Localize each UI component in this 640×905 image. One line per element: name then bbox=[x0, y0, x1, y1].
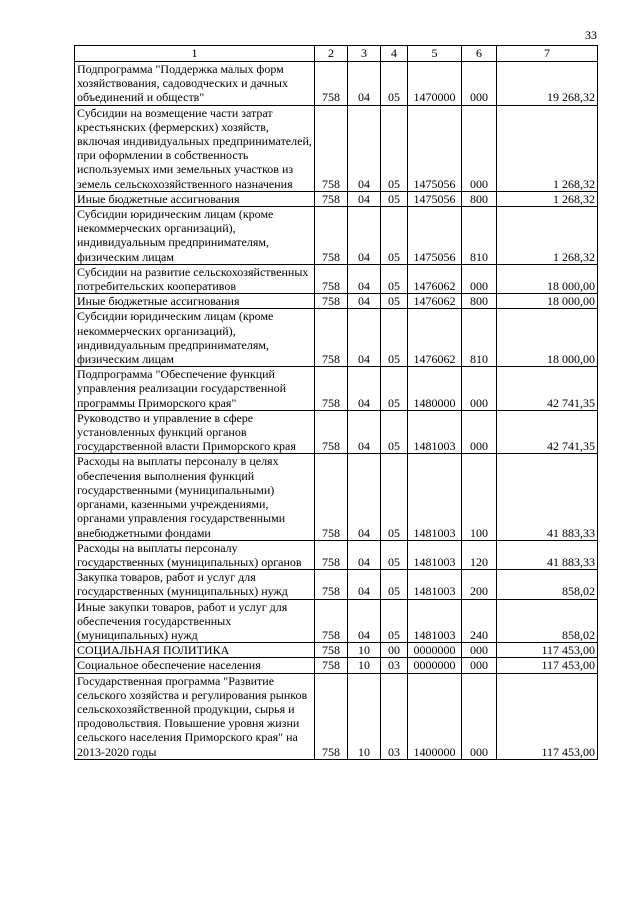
item-name: Подпрограмма "Поддержка малых форм хозяйствования, садоводческих и дачных объединений и обществ" bbox=[75, 62, 315, 106]
subsection-code: 05 bbox=[381, 294, 408, 309]
section-code: 04 bbox=[348, 309, 381, 367]
header-cell: 1 bbox=[75, 46, 315, 62]
subsection-code: 05 bbox=[381, 264, 408, 293]
target-article-code: 1481003 bbox=[408, 570, 462, 599]
ministry-code: 758 bbox=[315, 191, 348, 206]
table-row bbox=[75, 658, 598, 673]
ministry-code: 758 bbox=[315, 294, 348, 309]
target-article-code: 1476062 bbox=[408, 309, 462, 367]
expense-type-code: 240 bbox=[462, 599, 497, 643]
section-code: 04 bbox=[348, 207, 381, 265]
amount: 1 268,32 bbox=[497, 105, 598, 191]
subsection-code: 05 bbox=[381, 410, 408, 454]
amount: 18 000,00 bbox=[497, 309, 598, 367]
expense-type-code: 810 bbox=[462, 207, 497, 265]
target-article-code: 1475056 bbox=[408, 191, 462, 206]
section-code: 10 bbox=[348, 643, 381, 658]
table-row bbox=[75, 599, 598, 643]
ministry-code: 758 bbox=[315, 367, 348, 411]
section-code: 04 bbox=[348, 599, 381, 643]
amount: 117 453,00 bbox=[497, 658, 598, 673]
section-code: 04 bbox=[348, 62, 381, 106]
expense-type-code: 000 bbox=[462, 62, 497, 106]
header-cell: 3 bbox=[348, 46, 381, 62]
item-name: Иные бюджетные ассигнования bbox=[75, 191, 315, 206]
expense-type-code: 000 bbox=[462, 367, 497, 411]
target-article-code: 1470000 bbox=[408, 62, 462, 106]
target-article-code: 1480000 bbox=[408, 367, 462, 411]
table-row bbox=[75, 105, 598, 191]
header-row bbox=[75, 46, 598, 62]
amount: 19 268,32 bbox=[497, 62, 598, 106]
ministry-code: 758 bbox=[315, 62, 348, 106]
amount: 858,02 bbox=[497, 599, 598, 643]
expense-type-code: 000 bbox=[462, 658, 497, 673]
table-row bbox=[75, 367, 598, 411]
ministry-code: 758 bbox=[315, 207, 348, 265]
section-code: 04 bbox=[348, 294, 381, 309]
subsection-code: 05 bbox=[381, 599, 408, 643]
header-cell: 4 bbox=[381, 46, 408, 62]
table-row bbox=[75, 673, 598, 759]
item-name: Социальное обеспечение населения bbox=[75, 658, 315, 673]
subsection-code: 05 bbox=[381, 570, 408, 599]
target-article-code: 1481003 bbox=[408, 540, 462, 569]
section-code: 04 bbox=[348, 191, 381, 206]
amount: 42 741,35 bbox=[497, 367, 598, 411]
table-row bbox=[75, 540, 598, 569]
amount: 1 268,32 bbox=[497, 191, 598, 206]
section-code: 04 bbox=[348, 570, 381, 599]
amount: 1 268,32 bbox=[497, 207, 598, 265]
header-cell: 6 bbox=[462, 46, 497, 62]
target-article-code: 1400000 bbox=[408, 673, 462, 759]
amount: 41 883,33 bbox=[497, 540, 598, 569]
target-article-code: 1481003 bbox=[408, 410, 462, 454]
ministry-code: 758 bbox=[315, 264, 348, 293]
subsection-code: 05 bbox=[381, 309, 408, 367]
amount: 42 741,35 bbox=[497, 410, 598, 454]
ministry-code: 758 bbox=[315, 540, 348, 569]
subsection-code: 05 bbox=[381, 454, 408, 540]
target-article-code: 0000000 bbox=[408, 643, 462, 658]
item-name: Государственная программа "Развитие сельского хозяйства и регулирования рынков сельскохозяйственной продукции, сырья и продовольствия. Повышение уровня жизни сельского населения Приморского края" на 2013-2020 годы bbox=[75, 673, 315, 759]
item-name: Расходы на выплаты персоналу государственных (муниципальных) органов bbox=[75, 540, 315, 569]
section-code: 04 bbox=[348, 367, 381, 411]
expense-type-code: 000 bbox=[462, 673, 497, 759]
header-cell: 2 bbox=[315, 46, 348, 62]
amount: 18 000,00 bbox=[497, 264, 598, 293]
expense-type-code: 810 bbox=[462, 309, 497, 367]
expense-type-code: 100 bbox=[462, 454, 497, 540]
table-row bbox=[75, 570, 598, 599]
header-cell: 5 bbox=[408, 46, 462, 62]
item-name: Субсидии на возмещение части затрат крестьянских (фермерских) хозяйств, включая индивидуальных предпринимателей, при оформлении в собственность используемых ими земельных участков из земель сельскохозяйственного назначения bbox=[75, 105, 315, 191]
section-code: 10 bbox=[348, 673, 381, 759]
table-row bbox=[75, 643, 598, 658]
section-code: 04 bbox=[348, 454, 381, 540]
amount: 117 453,00 bbox=[497, 643, 598, 658]
expense-type-code: 120 bbox=[462, 540, 497, 569]
expense-type-code: 800 bbox=[462, 191, 497, 206]
section-code: 04 bbox=[348, 540, 381, 569]
expense-type-code: 000 bbox=[462, 264, 497, 293]
item-name: Расходы на выплаты персоналу в целях обеспечения выполнения функций государственными (муниципальными) органами, казенными учреждениями, органами управления государственными внебюджетными фондами bbox=[75, 454, 315, 540]
header-cell: 7 bbox=[497, 46, 598, 62]
target-article-code: 1481003 bbox=[408, 599, 462, 643]
budget-table bbox=[74, 45, 598, 760]
ministry-code: 758 bbox=[315, 454, 348, 540]
table-row bbox=[75, 410, 598, 454]
section-code: 10 bbox=[348, 658, 381, 673]
subsection-code: 05 bbox=[381, 207, 408, 265]
section-code: 04 bbox=[348, 264, 381, 293]
target-article-code: 1481003 bbox=[408, 454, 462, 540]
table-row bbox=[75, 191, 598, 206]
target-article-code: 1476062 bbox=[408, 264, 462, 293]
item-name: Иные бюджетные ассигнования bbox=[75, 294, 315, 309]
page-number: 33 bbox=[585, 28, 597, 42]
expense-type-code: 000 bbox=[462, 643, 497, 658]
item-name: Субсидии юридическим лицам (кроме некоммерческих организаций), индивидуальным предпринимателям, физическим лицам bbox=[75, 309, 315, 367]
expense-type-code: 800 bbox=[462, 294, 497, 309]
expense-type-code: 000 bbox=[462, 105, 497, 191]
table-row bbox=[75, 264, 598, 293]
subsection-code: 05 bbox=[381, 191, 408, 206]
table-row bbox=[75, 62, 598, 106]
target-article-code: 1476062 bbox=[408, 294, 462, 309]
item-name: Подпрограмма "Обеспечение функций управления реализации государственной программы Приморского края" bbox=[75, 367, 315, 411]
subsection-code: 03 bbox=[381, 673, 408, 759]
table-row bbox=[75, 309, 598, 367]
subsection-code: 03 bbox=[381, 658, 408, 673]
item-name: СОЦИАЛЬНАЯ ПОЛИТИКА bbox=[75, 643, 315, 658]
table-row bbox=[75, 454, 598, 540]
ministry-code: 758 bbox=[315, 570, 348, 599]
amount: 858,02 bbox=[497, 570, 598, 599]
ministry-code: 758 bbox=[315, 309, 348, 367]
section-code: 04 bbox=[348, 105, 381, 191]
item-name: Субсидии на развитие сельскохозяйственных потребительских кооперативов bbox=[75, 264, 315, 293]
subsection-code: 00 bbox=[381, 643, 408, 658]
expense-type-code: 000 bbox=[462, 410, 497, 454]
ministry-code: 758 bbox=[315, 410, 348, 454]
subsection-code: 05 bbox=[381, 105, 408, 191]
item-name: Руководство и управление в сфере установленных функций органов государственной власти Приморского края bbox=[75, 410, 315, 454]
table-row bbox=[75, 207, 598, 265]
ministry-code: 758 bbox=[315, 643, 348, 658]
amount: 18 000,00 bbox=[497, 294, 598, 309]
target-article-code: 1475056 bbox=[408, 105, 462, 191]
amount: 41 883,33 bbox=[497, 454, 598, 540]
item-name: Закупка товаров, работ и услуг для государственных (муниципальных) нужд bbox=[75, 570, 315, 599]
ministry-code: 758 bbox=[315, 599, 348, 643]
item-name: Субсидии юридическим лицам (кроме некоммерческих организаций), индивидуальным предпринимателям, физическим лицам bbox=[75, 207, 315, 265]
expense-type-code: 200 bbox=[462, 570, 497, 599]
subsection-code: 05 bbox=[381, 62, 408, 106]
item-name: Иные закупки товаров, работ и услуг для обеспечения государственных (муниципальных) нужд bbox=[75, 599, 315, 643]
table-row bbox=[75, 294, 598, 309]
ministry-code: 758 bbox=[315, 673, 348, 759]
target-article-code: 0000000 bbox=[408, 658, 462, 673]
amount: 117 453,00 bbox=[497, 673, 598, 759]
ministry-code: 758 bbox=[315, 105, 348, 191]
ministry-code: 758 bbox=[315, 658, 348, 673]
subsection-code: 05 bbox=[381, 367, 408, 411]
subsection-code: 05 bbox=[381, 540, 408, 569]
section-code: 04 bbox=[348, 410, 381, 454]
target-article-code: 1475056 bbox=[408, 207, 462, 265]
